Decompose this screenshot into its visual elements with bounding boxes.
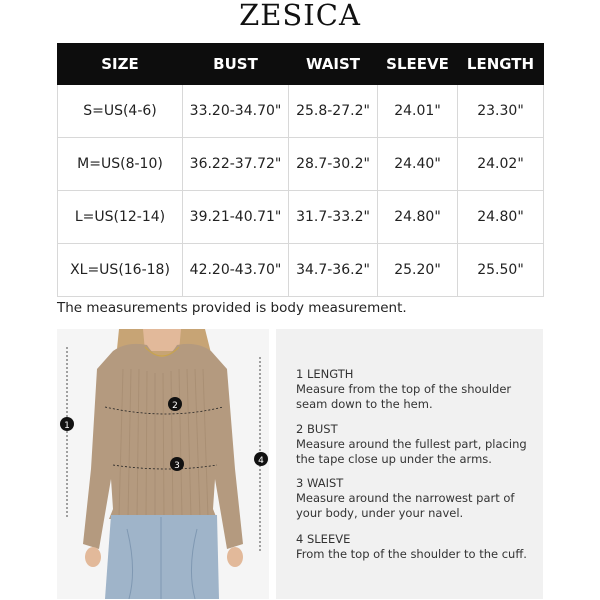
cell-bust: 33.20-34.70" <box>183 85 289 138</box>
instruction-title: 4 SLEEVE <box>296 532 351 546</box>
header-sleeve: SLEEVE <box>378 44 458 85</box>
table-row <box>58 138 544 191</box>
header-length: LENGTH <box>458 44 544 85</box>
marker-bust <box>168 397 182 411</box>
table-row <box>58 244 544 297</box>
cell-size: L=US(12-14) <box>58 191 183 244</box>
cell-length: 23.30" <box>458 85 544 138</box>
instruction-title: 3 WAIST <box>296 476 344 490</box>
cell-length: 24.80" <box>458 191 544 244</box>
instruction-text: From the top of the shoulder to the cuff. <box>296 547 527 561</box>
cell-bust: 42.20-43.70" <box>183 244 289 297</box>
svg-text:3: 3 <box>174 461 180 471</box>
instruction-bust <box>296 422 536 467</box>
instructions-panel <box>276 329 543 599</box>
instruction-text: Measure around the narrowest part of your body, under your navel. <box>296 491 515 520</box>
marker-sleeve <box>254 452 268 466</box>
cell-length: 24.02" <box>458 138 544 191</box>
svg-text:4: 4 <box>258 456 264 466</box>
cell-size: S=US(4-6) <box>58 85 183 138</box>
header-size: SIZE <box>58 44 183 85</box>
marker-length <box>60 417 74 431</box>
instruction-text: Measure from the top of the shoulder seam down to the hem. <box>296 382 512 411</box>
cell-bust: 36.22-37.72" <box>183 138 289 191</box>
brand-logo: ZESICA <box>239 0 361 32</box>
table-header-row <box>58 44 544 85</box>
cell-size: XL=US(16-18) <box>58 244 183 297</box>
size-chart-table <box>57 43 544 297</box>
instruction-waist <box>296 476 536 521</box>
cell-sleeve: 25.20" <box>378 244 458 297</box>
svg-text:1: 1 <box>64 421 70 431</box>
instruction-title: 2 BUST <box>296 422 338 436</box>
instruction-length <box>296 367 536 412</box>
model-illustration <box>57 329 269 599</box>
cell-bust: 39.21-40.71" <box>183 191 289 244</box>
instruction-text: Measure around the fullest part, placing the tape close up under the arms. <box>296 437 527 466</box>
table-row <box>58 191 544 244</box>
table-row <box>58 85 544 138</box>
header-bust: BUST <box>183 44 289 85</box>
cell-waist: 28.7-30.2" <box>289 138 378 191</box>
cell-sleeve: 24.01" <box>378 85 458 138</box>
cell-sleeve: 24.40" <box>378 138 458 191</box>
cell-length: 25.50" <box>458 244 544 297</box>
cell-waist: 25.8-27.2" <box>289 85 378 138</box>
cell-size: M=US(8-10) <box>58 138 183 191</box>
cell-sleeve: 24.80" <box>378 191 458 244</box>
instruction-sleeve <box>296 532 536 562</box>
marker-waist <box>170 457 184 471</box>
instruction-title: 1 LENGTH <box>296 367 354 381</box>
svg-text:2: 2 <box>172 401 178 411</box>
header-waist: WAIST <box>289 44 378 85</box>
cell-waist: 31.7-33.2" <box>289 191 378 244</box>
cell-waist: 34.7-36.2" <box>289 244 378 297</box>
measurement-note: The measurements provided is body measurement. <box>57 300 407 316</box>
model-photo <box>57 329 269 599</box>
jeans-shape <box>105 515 219 599</box>
